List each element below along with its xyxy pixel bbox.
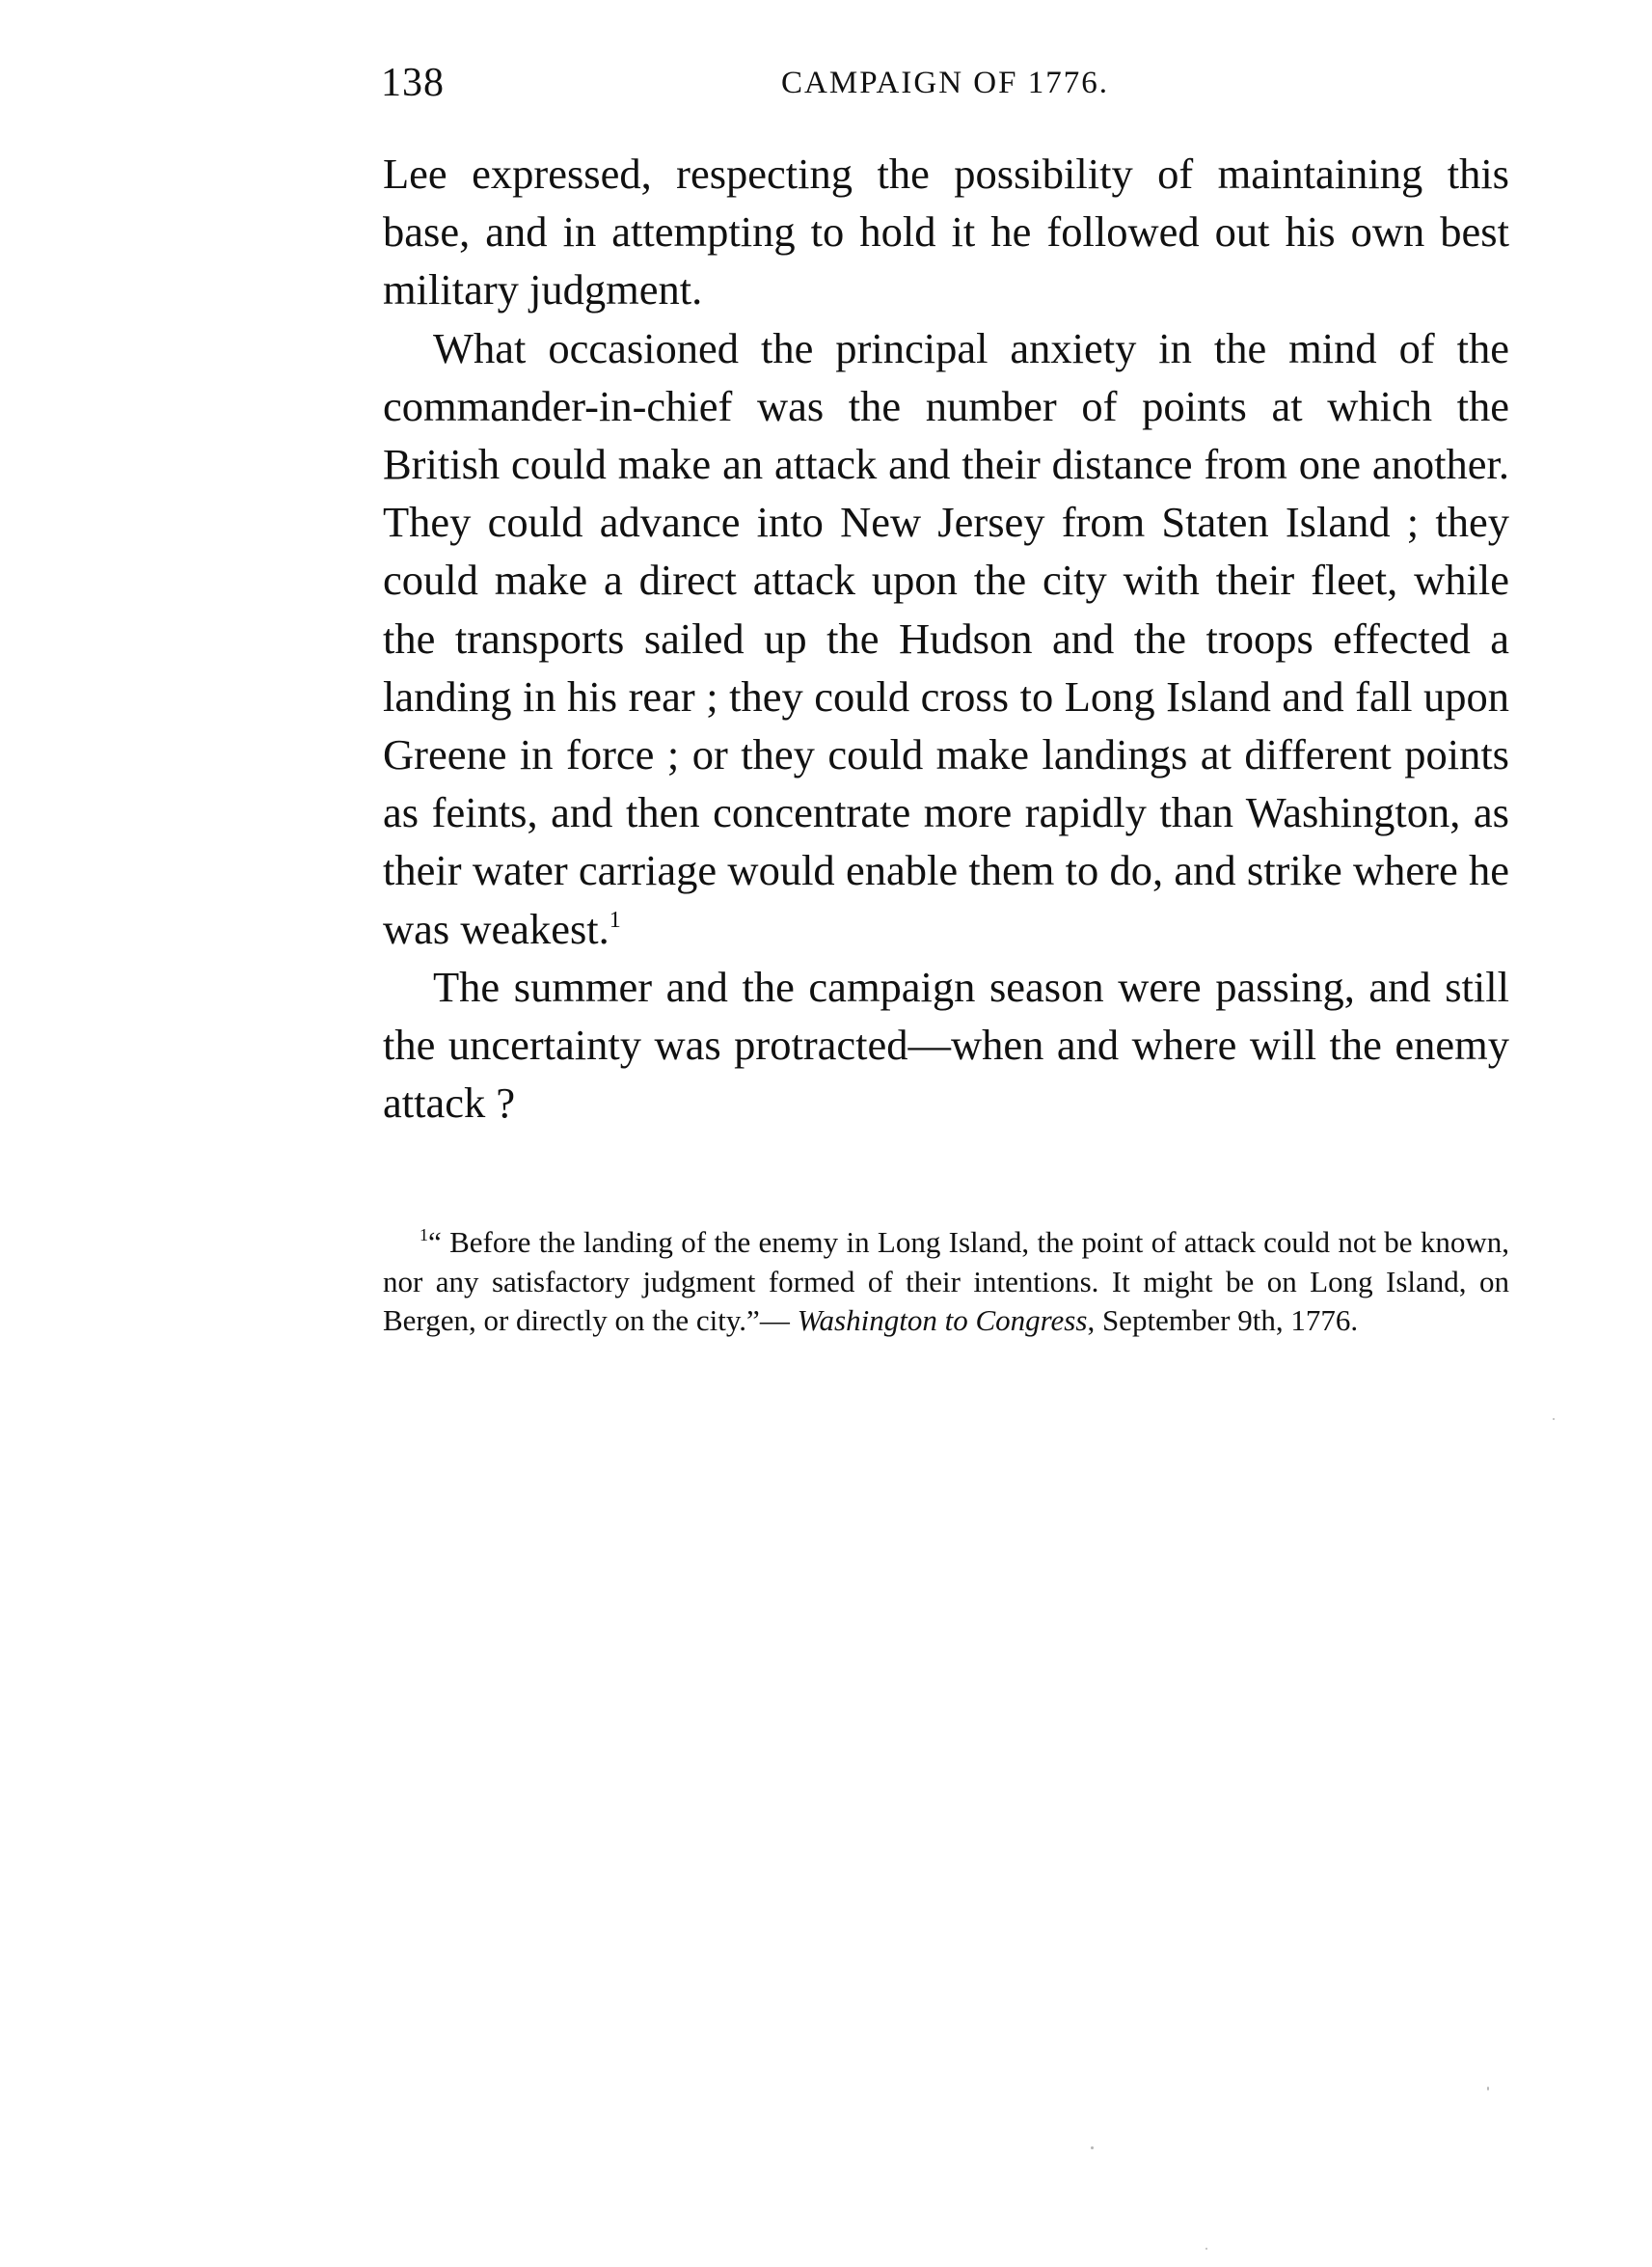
paragraph [383, 319, 1509, 958]
footnote-marker: 1 [420, 1225, 428, 1244]
footnote-source-italic: Washington to Congress [797, 1303, 1088, 1338]
paper-speck [1205, 2248, 1207, 2250]
running-title: CAMPAIGN OF 1776. [781, 66, 1109, 100]
paragraph-text: What occasioned the principal anxiety in the mind of the commander-in-chief was the number of points at which the British could make an attack and their distance from one another. They could advance into New Jersey from Staten Island ; they could make a direct attack upon the city with their fleet, while the transports sailed up the Hudson and the troops effected a landing in his rear ; they could cross to Long Island and fall upon Greene in force ; or they could make landings at different points as feints, and then concentrate more rapidly than Washington, as their water carriage would enable them to do, and strike where he was weakest. [383, 323, 1509, 953]
running-head [381, 60, 1509, 118]
footnote-source-rest: , September 9th, 1776. [1087, 1303, 1359, 1338]
paper-speck [1487, 2087, 1489, 2090]
paragraph-text: Lee expressed, respecting the possibility of maintaining this base, and in attempting to hold it he followed out his own best military judgment. [383, 150, 1509, 314]
page-number: 138 [381, 61, 445, 105]
body-text [383, 145, 1509, 1132]
paper-speck [1091, 2146, 1094, 2149]
footnote-text: “ Before the landing of the enemy in Long Island, the point of attack could not be known, nor any satisfactory judgment formed of their intentions. It might be on Long Island, on Bergen, or directly on the city.”— [383, 1225, 1509, 1338]
footnote [383, 1223, 1509, 1341]
footnote-reference: 1 [609, 907, 621, 933]
paragraph-continuation [383, 145, 1509, 319]
paragraph-text: The summer and the campaign season were passing, and still the uncertainty was protracted—when and where will the enemy attack ? [383, 962, 1509, 1128]
paragraph [383, 958, 1509, 1133]
paper-speck [1553, 1418, 1555, 1420]
